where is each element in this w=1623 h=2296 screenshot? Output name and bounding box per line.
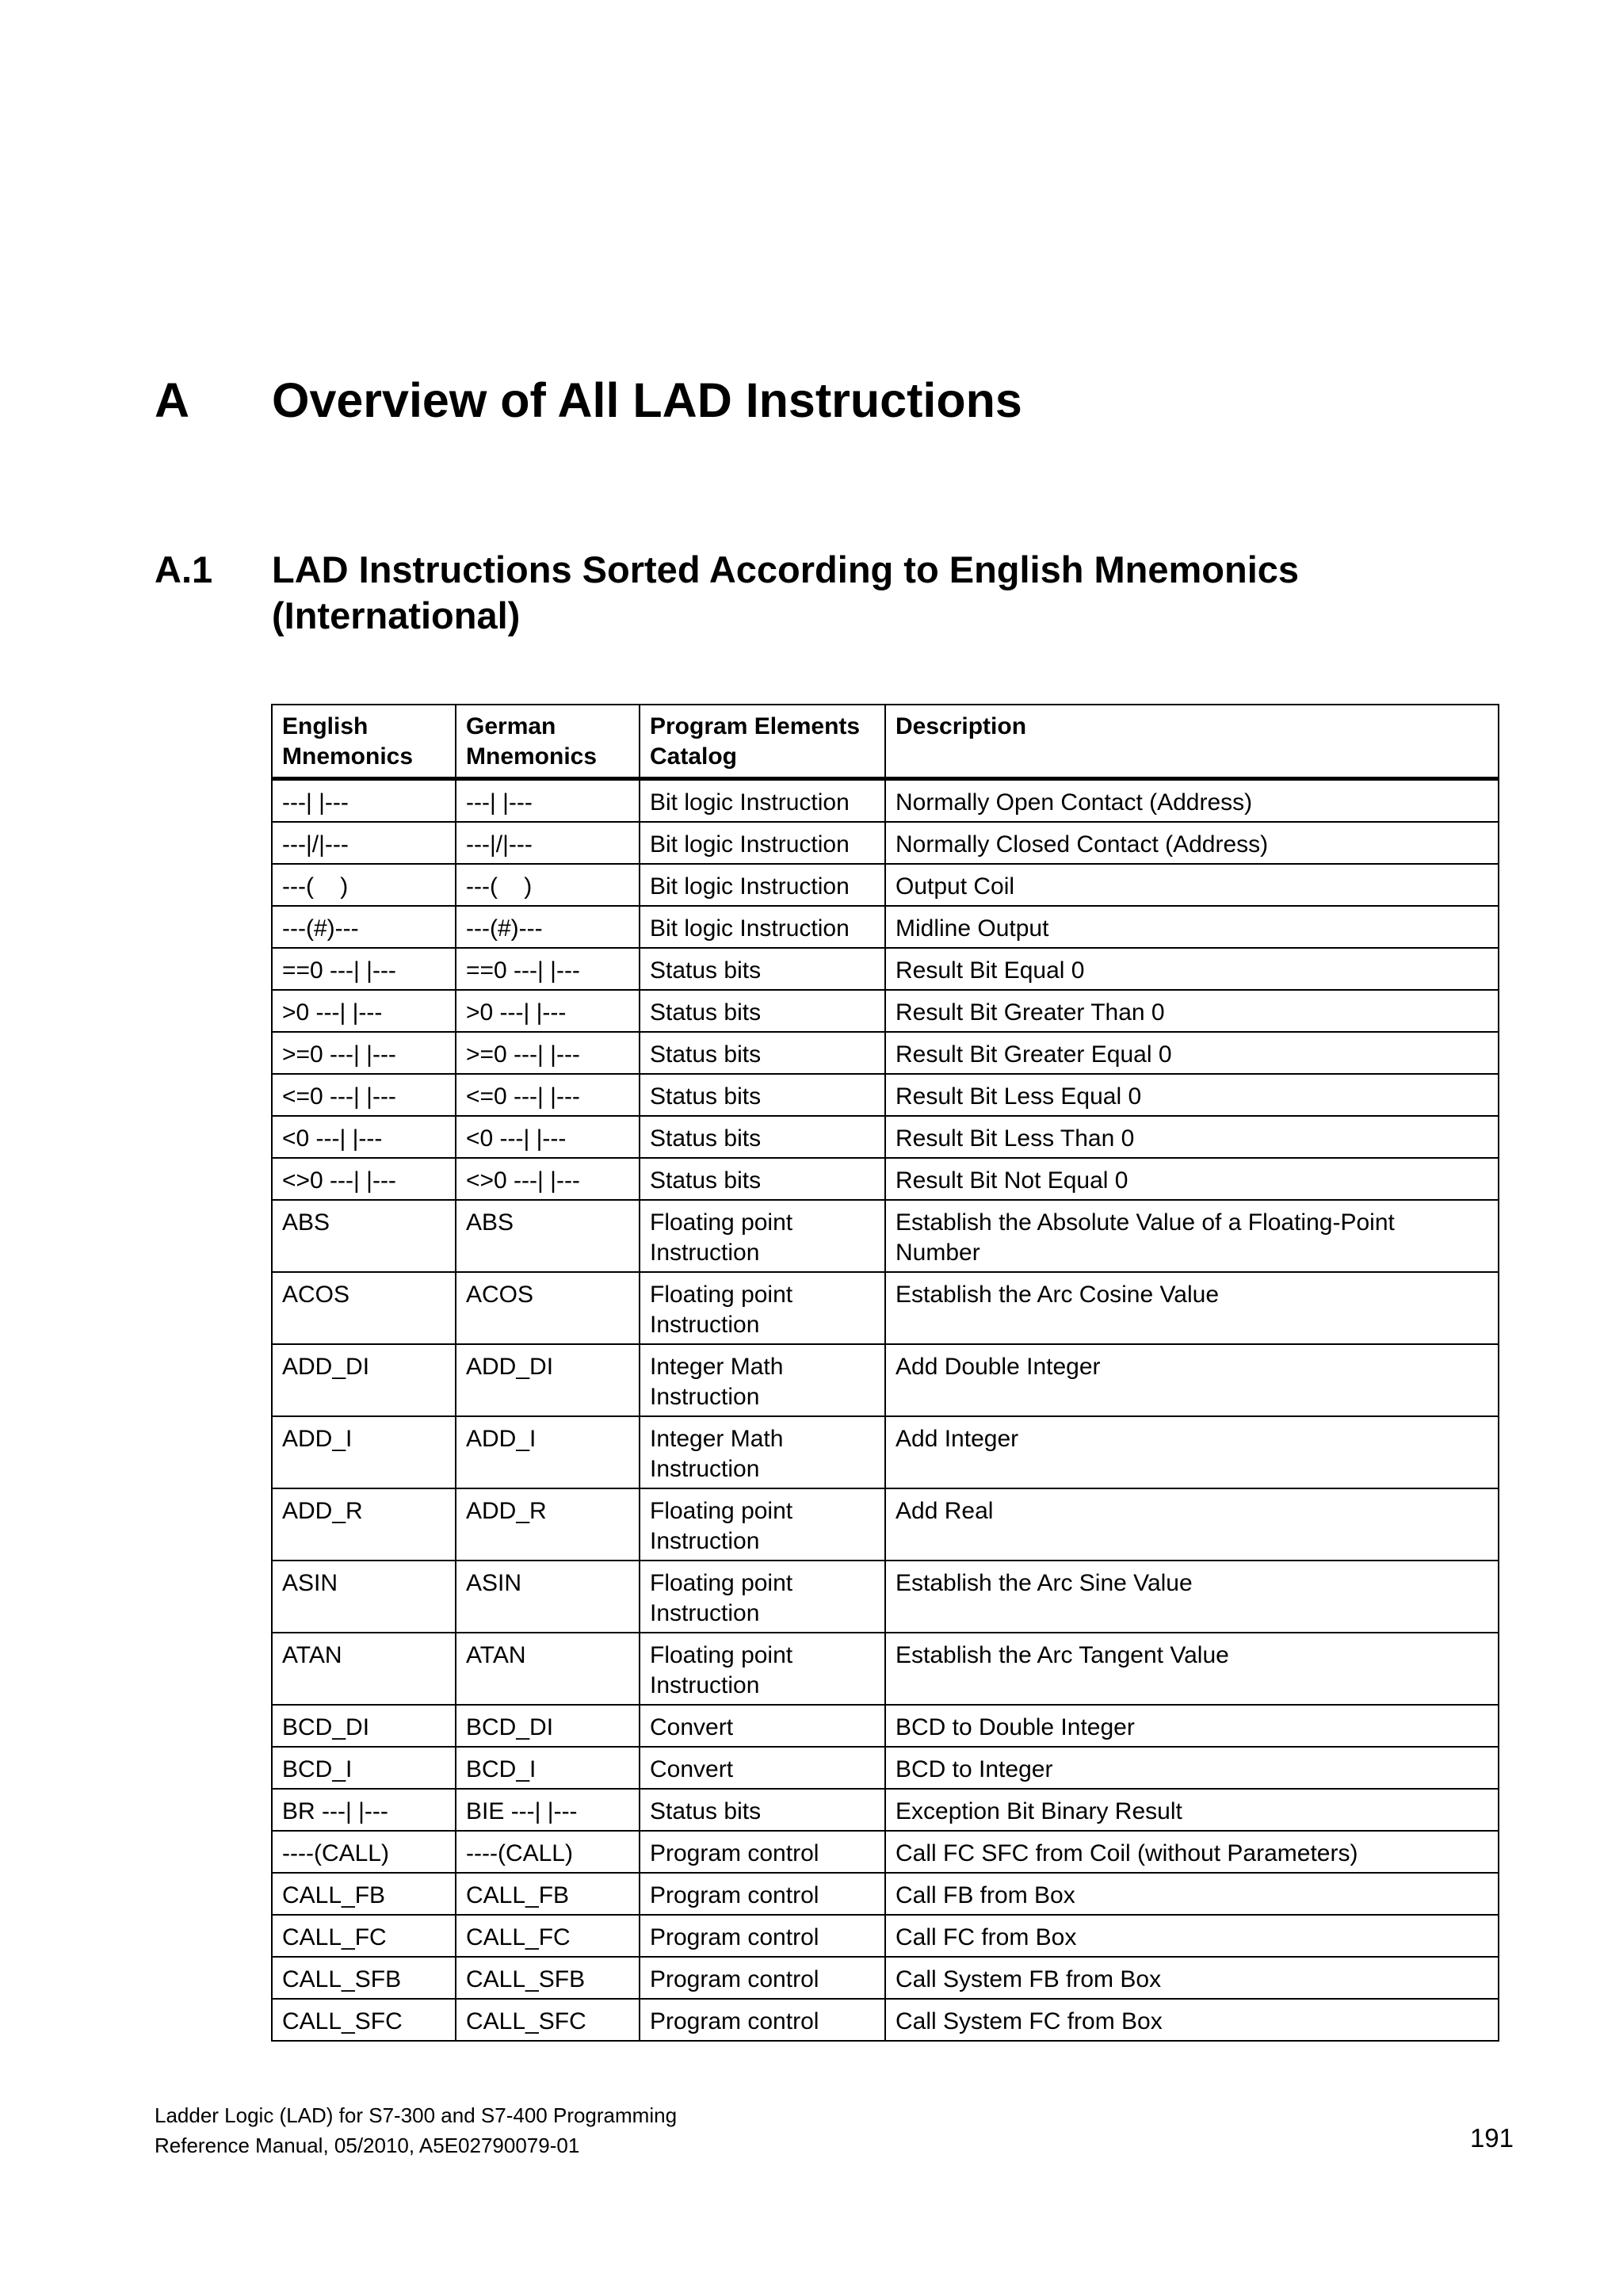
footer-manual-title: Ladder Logic (LAD) for S7-300 and S7-400 Programming bbox=[155, 2103, 678, 2127]
description-cell: Add Double Integer bbox=[885, 1344, 1499, 1416]
catalog-cell: Status bits bbox=[640, 948, 885, 990]
table-body bbox=[272, 779, 1499, 2042]
instruction-table bbox=[271, 704, 1499, 2042]
table-row bbox=[272, 1561, 1499, 1633]
english-mnemonic-cell: ---| |--- bbox=[272, 779, 456, 823]
section-title: LAD Instructions Sorted According to English Mnemonics (International) bbox=[272, 548, 1300, 636]
table-row bbox=[272, 990, 1499, 1032]
table-row bbox=[272, 948, 1499, 990]
english-mnemonic-cell: CALL_SFB bbox=[272, 1957, 456, 1999]
german-mnemonic-cell: ---|/|--- bbox=[456, 822, 640, 864]
table-row bbox=[272, 1116, 1499, 1158]
catalog-cell: Floating point Instruction bbox=[640, 1200, 885, 1272]
english-mnemonic-cell: ADD_I bbox=[272, 1416, 456, 1488]
english-mnemonic-cell: ---|/|--- bbox=[272, 822, 456, 864]
english-mnemonic-cell: >0 ---| |--- bbox=[272, 990, 456, 1032]
english-mnemonic-cell: ADD_DI bbox=[272, 1344, 456, 1416]
catalog-cell: Floating point Instruction bbox=[640, 1272, 885, 1344]
description-cell: Output Coil bbox=[885, 864, 1499, 906]
description-cell: Result Bit Less Equal 0 bbox=[885, 1074, 1499, 1116]
table-row bbox=[272, 906, 1499, 948]
table-row bbox=[272, 1074, 1499, 1116]
german-mnemonic-cell: BCD_I bbox=[456, 1747, 640, 1789]
catalog-cell: Bit logic Instruction bbox=[640, 779, 885, 823]
table-header-row bbox=[272, 705, 1499, 779]
german-mnemonic-cell: ABS bbox=[456, 1200, 640, 1272]
table-row bbox=[272, 1272, 1499, 1344]
german-mnemonic-cell: ASIN bbox=[456, 1561, 640, 1633]
table-row bbox=[272, 1873, 1499, 1915]
german-mnemonic-cell: ---( ) bbox=[456, 864, 640, 906]
description-cell: Normally Open Contact (Address) bbox=[885, 779, 1499, 823]
header-description: Description bbox=[885, 705, 1499, 779]
german-mnemonic-cell: CALL_SFC bbox=[456, 1999, 640, 2041]
catalog-cell: Convert bbox=[640, 1747, 885, 1789]
footer-manual-reference: Reference Manual, 05/2010, A5E02790079-01 bbox=[155, 2134, 580, 2157]
table-row bbox=[272, 1416, 1499, 1488]
catalog-cell: Status bits bbox=[640, 1158, 885, 1200]
table-row bbox=[272, 864, 1499, 906]
description-cell: Result Bit Greater Than 0 bbox=[885, 990, 1499, 1032]
english-mnemonic-cell: ==0 ---| |--- bbox=[272, 948, 456, 990]
table-row bbox=[272, 1488, 1499, 1561]
footer bbox=[155, 2100, 677, 2160]
table-row bbox=[272, 1915, 1499, 1957]
german-mnemonic-cell: ATAN bbox=[456, 1633, 640, 1705]
german-mnemonic-cell: ---(#)--- bbox=[456, 906, 640, 948]
german-mnemonic-cell: BCD_DI bbox=[456, 1705, 640, 1747]
english-mnemonic-cell: BR ---| |--- bbox=[272, 1789, 456, 1831]
description-cell: Call FC from Box bbox=[885, 1915, 1499, 1957]
table-row bbox=[272, 1957, 1499, 1999]
english-mnemonic-cell: ACOS bbox=[272, 1272, 456, 1344]
description-cell: Establish the Arc Cosine Value bbox=[885, 1272, 1499, 1344]
english-mnemonic-cell: ---( ) bbox=[272, 864, 456, 906]
german-mnemonic-cell: ----(CALL) bbox=[456, 1831, 640, 1873]
table-row bbox=[272, 1999, 1499, 2041]
catalog-cell: Integer Math Instruction bbox=[640, 1344, 885, 1416]
german-mnemonic-cell: ---| |--- bbox=[456, 779, 640, 823]
table-row bbox=[272, 822, 1499, 864]
description-cell: Call FB from Box bbox=[885, 1873, 1499, 1915]
catalog-cell: Status bits bbox=[640, 1789, 885, 1831]
german-mnemonic-cell: CALL_SFB bbox=[456, 1957, 640, 1999]
german-mnemonic-cell: BIE ---| |--- bbox=[456, 1789, 640, 1831]
table-row bbox=[272, 1200, 1499, 1272]
catalog-cell: Floating point Instruction bbox=[640, 1561, 885, 1633]
german-mnemonic-cell: ADD_R bbox=[456, 1488, 640, 1561]
german-mnemonic-cell: <>0 ---| |--- bbox=[456, 1158, 640, 1200]
catalog-cell: Status bits bbox=[640, 1074, 885, 1116]
chapter-title: Overview of All LAD Instructions bbox=[272, 373, 1022, 427]
chapter-number: A bbox=[155, 373, 190, 427]
catalog-cell: Status bits bbox=[640, 1032, 885, 1074]
section-number: A.1 bbox=[155, 548, 213, 590]
catalog-cell: Program control bbox=[640, 1873, 885, 1915]
header-program-elements-catalog: Program Elements Catalog bbox=[640, 705, 885, 779]
english-mnemonic-cell: BCD_DI bbox=[272, 1705, 456, 1747]
english-mnemonic-cell: CALL_SFC bbox=[272, 1999, 456, 2041]
table-row bbox=[272, 1344, 1499, 1416]
table-row bbox=[272, 779, 1499, 823]
catalog-cell: Status bits bbox=[640, 1116, 885, 1158]
english-mnemonic-cell: CALL_FC bbox=[272, 1915, 456, 1957]
table-row bbox=[272, 1789, 1499, 1831]
description-cell: Establish the Arc Sine Value bbox=[885, 1561, 1499, 1633]
english-mnemonic-cell: ATAN bbox=[272, 1633, 456, 1705]
description-cell: Establish the Arc Tangent Value bbox=[885, 1633, 1499, 1705]
chapter-heading bbox=[155, 374, 1022, 427]
english-mnemonic-cell: CALL_FB bbox=[272, 1873, 456, 1915]
english-mnemonic-cell: ---(#)--- bbox=[272, 906, 456, 948]
catalog-cell: Program control bbox=[640, 1915, 885, 1957]
header-english-mnemonics: English Mnemonics bbox=[272, 705, 456, 779]
catalog-cell: Bit logic Instruction bbox=[640, 864, 885, 906]
description-cell: Normally Closed Contact (Address) bbox=[885, 822, 1499, 864]
english-mnemonic-cell: ADD_R bbox=[272, 1488, 456, 1561]
table-row bbox=[272, 1747, 1499, 1789]
german-mnemonic-cell: ==0 ---| |--- bbox=[456, 948, 640, 990]
catalog-cell: Integer Math Instruction bbox=[640, 1416, 885, 1488]
german-mnemonic-cell: ADD_DI bbox=[456, 1344, 640, 1416]
header-german-mnemonics: German Mnemonics bbox=[456, 705, 640, 779]
german-mnemonic-cell: ADD_I bbox=[456, 1416, 640, 1488]
german-mnemonic-cell: ACOS bbox=[456, 1272, 640, 1344]
catalog-cell: Bit logic Instruction bbox=[640, 906, 885, 948]
german-mnemonic-cell: <=0 ---| |--- bbox=[456, 1074, 640, 1116]
description-cell: Call System FC from Box bbox=[885, 1999, 1499, 2041]
table-row bbox=[272, 1705, 1499, 1747]
description-cell: Midline Output bbox=[885, 906, 1499, 948]
description-cell: Result Bit Equal 0 bbox=[885, 948, 1499, 990]
description-cell: Establish the Absolute Value of a Floating-Point Number bbox=[885, 1200, 1499, 1272]
catalog-cell: Program control bbox=[640, 1831, 885, 1873]
catalog-cell: Bit logic Instruction bbox=[640, 822, 885, 864]
english-mnemonic-cell: <>0 ---| |--- bbox=[272, 1158, 456, 1200]
description-cell: Result Bit Not Equal 0 bbox=[885, 1158, 1499, 1200]
english-mnemonic-cell: ABS bbox=[272, 1200, 456, 1272]
english-mnemonic-cell: ----(CALL) bbox=[272, 1831, 456, 1873]
description-cell: Result Bit Less Than 0 bbox=[885, 1116, 1499, 1158]
description-cell: Add Real bbox=[885, 1488, 1499, 1561]
german-mnemonic-cell: CALL_FC bbox=[456, 1915, 640, 1957]
table-row bbox=[272, 1633, 1499, 1705]
catalog-cell: Floating point Instruction bbox=[640, 1633, 885, 1705]
catalog-cell: Program control bbox=[640, 1999, 885, 2041]
description-cell: BCD to Double Integer bbox=[885, 1705, 1499, 1747]
description-cell: Call FC SFC from Coil (without Parameters) bbox=[885, 1831, 1499, 1873]
description-cell: Exception Bit Binary Result bbox=[885, 1789, 1499, 1831]
german-mnemonic-cell: >=0 ---| |--- bbox=[456, 1032, 640, 1074]
english-mnemonic-cell: <=0 ---| |--- bbox=[272, 1074, 456, 1116]
german-mnemonic-cell: >0 ---| |--- bbox=[456, 990, 640, 1032]
section-heading bbox=[155, 547, 1461, 639]
english-mnemonic-cell: >=0 ---| |--- bbox=[272, 1032, 456, 1074]
page-number: 191 bbox=[1469, 2123, 1514, 2153]
catalog-cell: Floating point Instruction bbox=[640, 1488, 885, 1561]
table-row bbox=[272, 1831, 1499, 1873]
description-cell: BCD to Integer bbox=[885, 1747, 1499, 1789]
english-mnemonic-cell: ASIN bbox=[272, 1561, 456, 1633]
german-mnemonic-cell: <0 ---| |--- bbox=[456, 1116, 640, 1158]
description-cell: Result Bit Greater Equal 0 bbox=[885, 1032, 1499, 1074]
english-mnemonic-cell: <0 ---| |--- bbox=[272, 1116, 456, 1158]
german-mnemonic-cell: CALL_FB bbox=[456, 1873, 640, 1915]
description-cell: Call System FB from Box bbox=[885, 1957, 1499, 1999]
description-cell: Add Integer bbox=[885, 1416, 1499, 1488]
catalog-cell: Program control bbox=[640, 1957, 885, 1999]
catalog-cell: Convert bbox=[640, 1705, 885, 1747]
table-row bbox=[272, 1158, 1499, 1200]
catalog-cell: Status bits bbox=[640, 990, 885, 1032]
english-mnemonic-cell: BCD_I bbox=[272, 1747, 456, 1789]
table-row bbox=[272, 1032, 1499, 1074]
